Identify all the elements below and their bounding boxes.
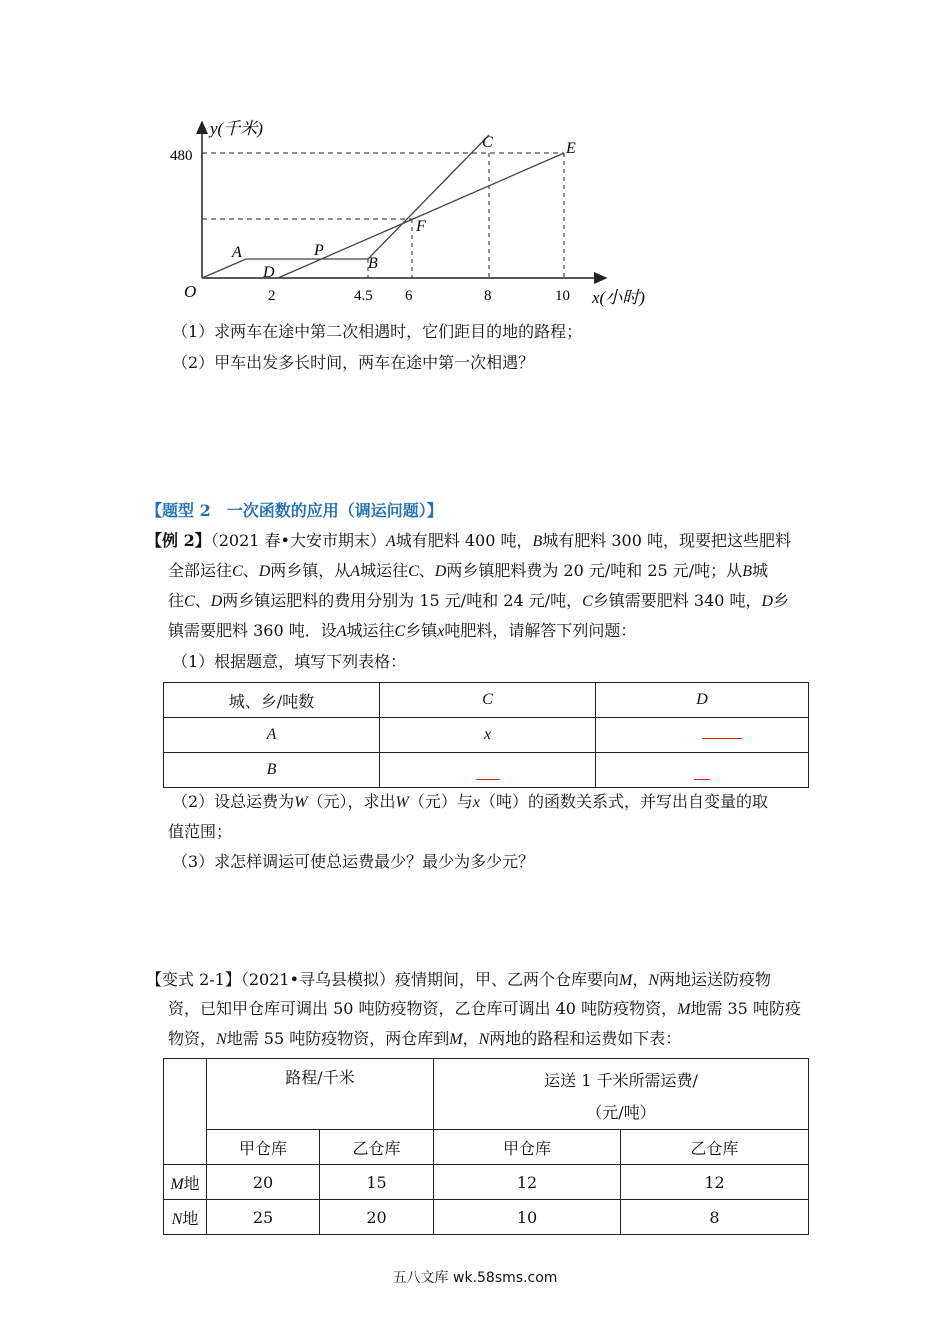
var21-corner-cell xyxy=(164,1059,207,1165)
var21-cell: 8 xyxy=(621,1200,809,1235)
var21-sub-jia-1: 甲仓库 xyxy=(207,1130,320,1165)
ex2-table xyxy=(163,682,809,788)
car-line-DE xyxy=(278,153,564,278)
ex2-sub1: （1）根据题意，填写下列表格： xyxy=(172,652,407,671)
ex2-cell-a-d[interactable] xyxy=(596,718,809,753)
point-label-d: D xyxy=(263,264,275,281)
ex2-th-d: D xyxy=(596,683,809,718)
var21-cell: 10 xyxy=(434,1200,621,1235)
distance-time-graph xyxy=(160,110,680,310)
var21-cell: 20 xyxy=(320,1200,434,1235)
ex2-line1: 【例 2】（2021 春•大安市期末）A城有肥料 400 吨，B城有肥料 300 吨，现要把这些肥料 xyxy=(146,531,791,550)
var21-h-distance: 路程/千米 xyxy=(207,1059,434,1130)
point-label-e: E xyxy=(566,140,576,157)
x-tick-4.5: 4.5 xyxy=(354,288,373,304)
var21-cell: 25 xyxy=(207,1200,320,1235)
ex2-sub3: （3）求怎样调运可使总运费最少？最少为多少元？ xyxy=(172,852,535,871)
ex2-sub2-line2: 值范围； xyxy=(168,822,233,841)
x-tick-8: 8 xyxy=(484,288,492,304)
var21-sub-jia-2: 甲仓库 xyxy=(434,1130,621,1165)
ex2-cell-b-c[interactable] xyxy=(380,753,596,788)
var21-cell: 12 xyxy=(434,1165,621,1200)
point-label-p: P xyxy=(314,242,324,259)
var21-cell: 20 xyxy=(207,1165,320,1200)
var21-table xyxy=(163,1058,809,1235)
var21-row-m-label: M地 xyxy=(164,1165,207,1200)
ex2-line3: 往C、D两乡镇运肥料的费用分别为 15 元/吨和 24 元/吨，C乡镇需要肥料 340 吨，D乡 xyxy=(168,591,790,610)
ex2-th-c: C xyxy=(380,683,596,718)
ex2-cell-b-d[interactable] xyxy=(596,753,809,788)
point-label-b: B xyxy=(368,255,378,272)
car-line-OABC xyxy=(202,135,489,278)
y-axis-label: y(千米) xyxy=(210,119,263,138)
y-tick-480: 480 xyxy=(170,148,193,164)
x-axis-label: x(小时) xyxy=(592,288,645,307)
x-tick-6: 6 xyxy=(405,288,413,304)
q1-sub2: （2）甲车出发多长时间，两车在途中第一次相遇？ xyxy=(172,353,535,372)
ex2-row-a-label: A xyxy=(164,718,380,753)
footer-watermark[interactable]: 五八文库 wk.58sms.com xyxy=(392,1270,558,1286)
var21-cell: 15 xyxy=(320,1165,434,1200)
q1-sub1: （1）求两车在途中第二次相遇时，它们距目的地的路程； xyxy=(172,322,583,341)
var21-line3: 物资，N地需 55 吨防疫物资，两仓库到M，N两地的路程和运费如下表： xyxy=(168,1029,682,1048)
ex2-line2: 全部运往C、D两乡镇，从A城运往C、D两乡镇肥料费为 20 元/吨和 25 元/吨；从B城 xyxy=(168,561,768,580)
var21-line1: 【变式 2-1】（2021•寻乌县模拟）疫情期间，甲、乙两个仓库要向M，N两地运送防疫物 xyxy=(146,970,772,989)
var21-sub-yi-2: 乙仓库 xyxy=(621,1130,809,1165)
point-label-a: A xyxy=(232,244,242,261)
ex2-th-city: 城、乡/吨数 xyxy=(164,683,380,718)
var21-line2: 资，已知甲仓库可调出 50 吨防疫物资，乙仓库可调出 40 吨防疫物资，M地需 35 吨防疫 xyxy=(168,999,801,1018)
point-label-f: F xyxy=(416,218,426,235)
x-tick-2: 2 xyxy=(268,288,276,304)
var21-h-cost: 运送 1 千米所需运费/ （元/吨） xyxy=(434,1059,809,1130)
x-tick-10: 10 xyxy=(555,288,570,304)
origin-label: O xyxy=(184,282,197,301)
point-label-c: C xyxy=(482,134,493,151)
ex2-sub2-line1: （2）设总运费为W（元），求出W（元）与x（吨）的函数关系式，并写出自变量的取 xyxy=(172,792,768,811)
ex2-cell-a-c: x xyxy=(380,718,596,753)
ex2-line4: 镇需要肥料 360 吨．设A城运往C乡镇x吨肥料，请解答下列问题： xyxy=(168,621,637,640)
ex2-row-b-label: B xyxy=(164,753,380,788)
var21-sub-yi-1: 乙仓库 xyxy=(320,1130,434,1165)
section-title: 【题型 2 一次函数的应用（调运问题）】 xyxy=(146,501,443,520)
var21-cell: 12 xyxy=(621,1165,809,1200)
var21-row-n-label: N地 xyxy=(164,1200,207,1235)
